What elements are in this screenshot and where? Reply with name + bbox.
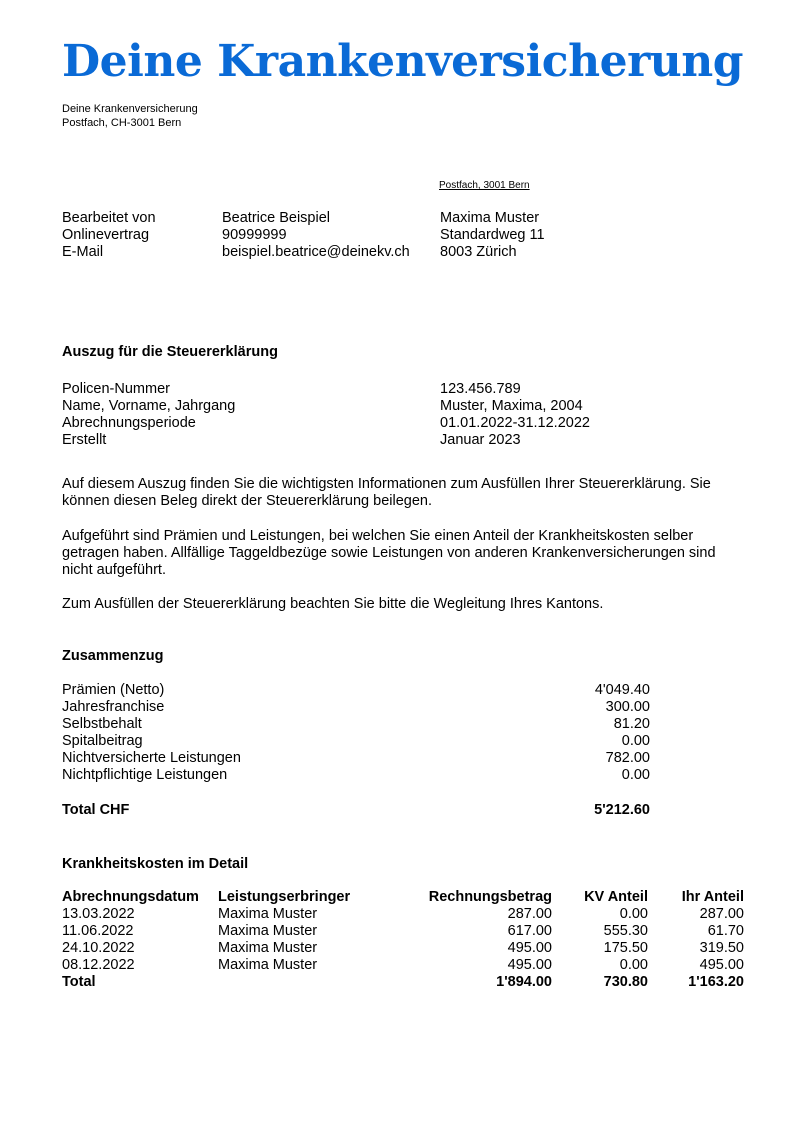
contact-label: Bearbeitet von [62,210,156,226]
recipient-line: Standardweg 11 [440,227,545,243]
instruction-paragraph: Zum Ausfüllen der Steuererklärung beachten Sie bitte die Wegleitung Ihres Kantons. [62,596,604,612]
total-invoice-amount: 1'894.00 [496,974,552,990]
policy-values [440,381,590,449]
contact-label: Onlinevertrag [62,227,150,243]
column-header: Ihr Anteil [681,889,744,905]
contact-labels [62,210,156,261]
cell-own-share: 287.00 [699,906,744,922]
cell-provider: Maxima Muster [218,923,318,939]
summary-row [62,733,650,750]
scope-paragraph: Aufgeführt sind Prämien und Leistungen, bei welchen Sie einen Anteil der Krankheitskosten selber getragen haben. Allfällige Taggeldbezüge sowie Leistungen von anderen Krankenversicherungen sind nicht aufgeführt. [62,528,716,578]
column-header: Leistungserbringer [218,889,351,905]
detail-total-row [62,974,744,991]
total-kv-share: 730.80 [603,974,648,990]
summary-value: 300.00 [605,699,650,715]
summary-heading: Zusammenzug [62,648,164,664]
total-own-share: 1'163.20 [688,974,744,990]
contact-email: beispiel.beatrice@deinekv.ch [222,244,410,260]
cell-own-share: 319.50 [699,940,744,956]
policy-label: Policen-Nummer [62,381,170,397]
summary-row [62,767,650,784]
detail-heading: Krankheitskosten im Detail [62,856,249,872]
contact-value: 90999999 [222,227,287,243]
contact-label: E-Mail [62,244,104,260]
summary-label: Prämien (Netto) [62,682,165,698]
cell-provider: Maxima Muster [218,906,318,922]
summary-total [62,802,650,818]
policy-label: Erstellt [62,432,107,448]
total-spacer [218,974,418,991]
summary-table [62,682,650,784]
summary-value: 81.20 [613,716,650,732]
summary-label: Nichtpflichtige Leistungen [62,767,228,783]
column-header: Rechnungsbetrag [428,889,552,905]
detail-table [62,889,744,991]
column-header: Abrechnungsdatum [62,889,199,905]
cell-invoice-amount: 495.00 [507,940,552,956]
sender-line: Postfach, CH-3001 Bern [62,117,182,129]
summary-value: 0.00 [621,767,650,783]
cell-own-share: 495.00 [699,957,744,973]
contact-value: Beatrice Beispiel [222,210,330,226]
summary-total-value: 5'212.60 [594,802,650,818]
cell-kv-share: 0.00 [619,906,648,922]
contact-values [222,210,410,261]
cell-kv-share: 0.00 [619,957,648,973]
detail-header-row [62,889,744,906]
recipient-address [440,210,545,261]
table-row [62,923,744,940]
policy-value: Muster, Maxima, 2004 [440,398,583,414]
cell-date: 11.06.2022 [62,923,134,939]
summary-row [62,682,650,699]
summary-value: 782.00 [605,750,650,766]
cell-date: 13.03.2022 [62,906,135,922]
return-address: Postfach, 3001 Bern [439,180,530,191]
cell-provider: Maxima Muster [218,957,318,973]
summary-row [62,750,650,767]
cell-provider: Maxima Muster [218,940,318,956]
policy-value: 01.01.2022-31.12.2022 [440,415,590,431]
table-row [62,940,744,957]
intro-paragraph: Auf diesem Auszug finden Sie die wichtigsten Informationen zum Ausfüllen Ihrer Steuererklärung. Sie können diesen Beleg direkt der Steuererklärung beilegen. [62,476,711,509]
table-row [62,906,744,923]
cell-own-share: 61.70 [707,923,744,939]
summary-label: Jahresfranchise [62,699,165,715]
cell-date: 08.12.2022 [62,957,135,973]
cell-invoice-amount: 617.00 [507,923,552,939]
recipient-line: Maxima Muster [440,210,540,226]
table-row [62,957,744,974]
sender-line: Deine Krankenversicherung [62,103,198,115]
summary-label: Spitalbeitrag [62,733,143,749]
policy-label: Name, Vorname, Jahrgang [62,398,236,414]
recipient-line: 8003 Zürich [440,244,517,260]
summary-label: Nichtversicherte Leistungen [62,750,241,766]
summary-row [62,699,650,716]
sender-address [62,102,198,130]
summary-row [62,716,650,733]
cell-kv-share: 175.50 [603,940,648,956]
summary-value: 0.00 [621,733,650,749]
policy-label: Abrechnungsperiode [62,415,196,431]
cell-invoice-amount: 287.00 [507,906,552,922]
summary-total-label: Total CHF [62,802,130,818]
cell-kv-share: 555.30 [603,923,648,939]
company-logo-title: Deine Krankenversicherung [62,36,743,87]
summary-label: Selbstbehalt [62,716,142,732]
column-header: KV Anteil [584,889,648,905]
document-subject: Auszug für die Steuererklärung [62,344,278,360]
policy-labels [62,381,235,449]
summary-value: 4'049.40 [594,682,650,698]
total-label: Total [62,974,96,990]
cell-invoice-amount: 495.00 [507,957,552,973]
policy-value: Januar 2023 [440,432,521,448]
cell-date: 24.10.2022 [62,940,135,956]
policy-value: 123.456.789 [440,381,521,397]
